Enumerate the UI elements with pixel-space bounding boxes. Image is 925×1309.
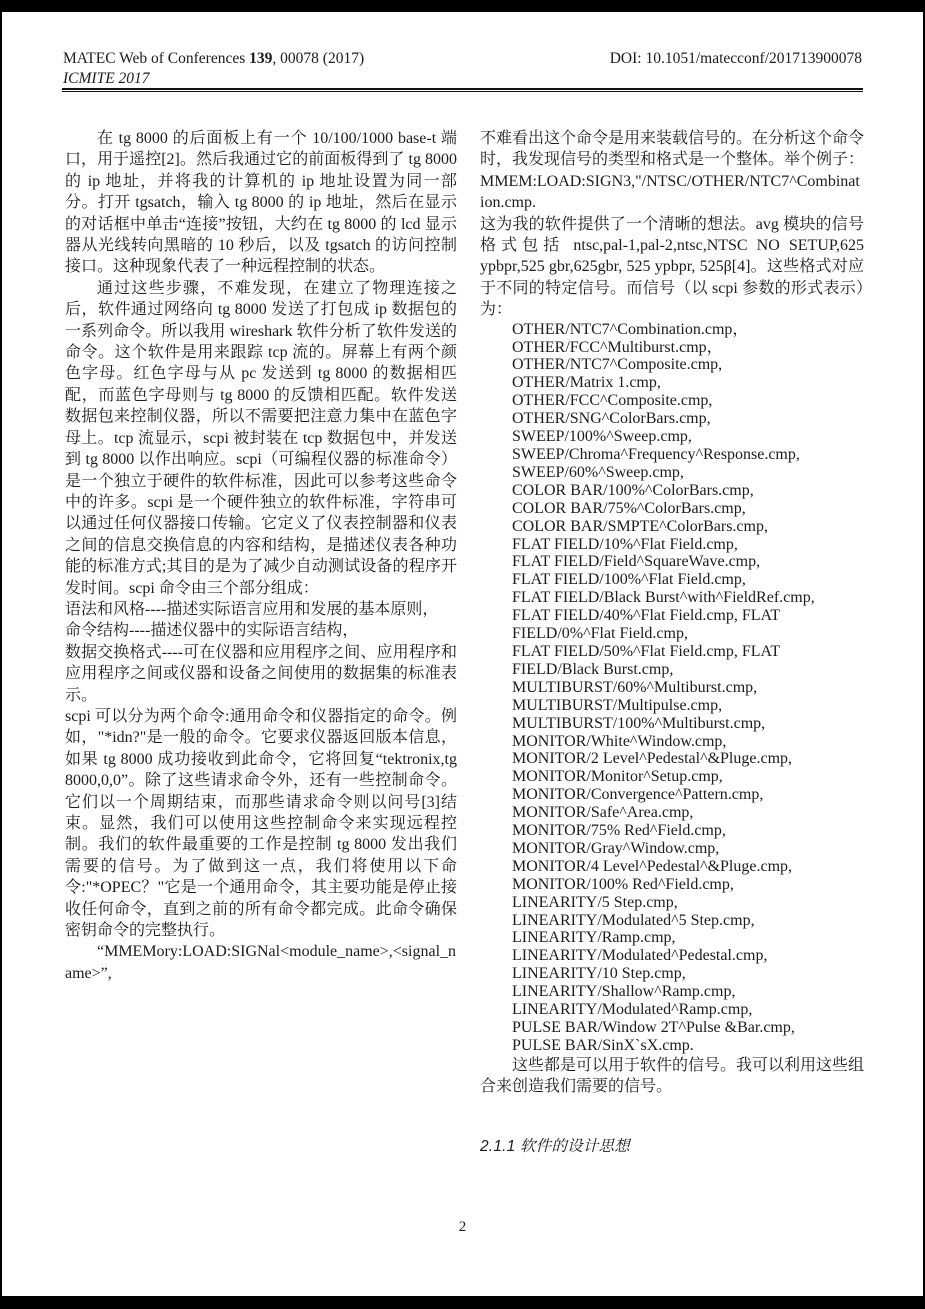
signal-line: FIELD/Black Burst.cmp, <box>512 660 674 678</box>
signal-line: COLOR BAR/SMPTE^ColorBars.cmp, <box>512 517 768 535</box>
signal-line: MONITOR/75% Red^Field.cmp, <box>512 822 726 840</box>
header-rule <box>62 88 863 92</box>
signal-line: LINEARITY/Ramp.cmp, <box>512 929 676 947</box>
paragraph: scpi 可以分为两个命令:通用命令和仪器指定的命令。例如，"*idn?"是一般的命令。它要求仪器返回版本信息，如果 tg 8000 成功接收到此命令，它将回复“tektronix,tg 8000,0,0”。除了这些请求命令外，还有一些控制命令。它们以一个周期结束，而那些请求命令则以问号[3]结束。显然，我们可以使用这些控制命令来实现远程控制。我们的软件最重要的工作是控制 tg 8000 发出我们需要的信号。为了做到这一点，我们将使用以下命令:"*OPEC？"它是一个通用命令，其主要功能是停止接收任何命令，直到之前的所有命令都完成。此命令确保密钥命令的完整执行。 <box>65 707 457 940</box>
command-example-line: MMEM:LOAD:SIGN3,"/NTSC/OTHER/NTC7^Combination.cmp. <box>480 172 860 212</box>
signal-line: SWEEP/100%^Sweep.cmp, <box>512 428 692 446</box>
signal-line: FLAT FIELD/40%^Flat Field.cmp, FLAT <box>512 607 781 625</box>
paragraph: 通过这些步骤，不难发现，在建立了物理连接之后，软件通过网络向 tg 8000 发送了打包成 ip 数据包的一系列命令。所以我用 wireshark 软件分析了软件发送的命令。这个软件是用来跟踪 tcp 流的。屏幕上有两个颜色字母。红色字母与从 pc 发送到 tg 8000 的数据相匹配，而蓝色字母则与 tg 8000 的反馈相匹配。软件发送数据包来控制仪器，所以不需要把注意力集中在蓝色字母上。tcp 流显示，scpi 被封装在 tcp 数据包中，并发送到 tg 8000 以作出响应。scpi（可编程仪器的标准命令）是一个独立于硬件的软件标准，因此可以参考这些命令中的许多。scpi 是一个硬件独立的软件标准，字符串可以通过任何仪器接口传输。它定义了仪表控制器和仪表之间的信息交换信息的内容和结构，是描述仪表各种功能的标准方式;其目的是为了减少自动测试设备的程序开发时间。scpi 命令由三个部分组成： <box>65 279 457 597</box>
signal-line: MULTIBURST/100%^Multiburst.cmp, <box>512 714 766 732</box>
signal-line: SWEEP/60%^Sweep.cmp, <box>512 463 684 481</box>
signal-line: FLAT FIELD/Field^SquareWave.cmp, <box>512 553 761 571</box>
signal-line: SWEEP/Chroma^Frequency^Response.cmp, <box>512 446 800 463</box>
signal-line: FLAT FIELD/50%^Flat Field.cmp, FLAT <box>512 642 781 660</box>
body-columns <box>65 128 864 1156</box>
signal-line: OTHER/NTC7^Composite.cmp, <box>512 356 723 374</box>
paragraph: 不难看出这个命令是用来装载信号的。在分析这个命令时，我发现信号的类型和格式是一个整体。举个例子： <box>480 130 865 169</box>
signal-line: COLOR BAR/75%^ColorBars.cmp, <box>512 499 746 517</box>
signal-line: OTHER/SNG^ColorBars.cmp, <box>512 410 711 428</box>
signal-line: FLAT FIELD/100%^Flat Field.cmp, <box>512 571 746 589</box>
signal-line: LINEARITY/Shallow^Ramp.cmp, <box>512 983 736 1001</box>
signal-line: COLOR BAR/100%^ColorBars.cmp, <box>512 481 754 499</box>
conference-name: ICMITE 2017 <box>63 70 150 87</box>
signal-line: OTHER/Matrix 1.cmp, <box>512 374 661 392</box>
signal-line: LINEARITY/Modulated^Ramp.cmp, <box>512 1001 753 1019</box>
paper-page <box>2 12 923 1296</box>
section-heading: 2.1.1 软件的设计思想 <box>480 1137 630 1155</box>
signal-line: MULTIBURST/60%^Multiburst.cmp, <box>512 678 758 696</box>
definition-line: 命令结构----描述仪器中的实际语言结构， <box>65 622 359 640</box>
signal-line: MONITOR/100% Red^Field.cmp, <box>512 875 734 893</box>
signal-list <box>480 321 864 1055</box>
signal-line: OTHER/FCC^Composite.cmp, <box>512 392 713 410</box>
paragraph: 这些都是可以用于软件的信号。我可以利用这些组合来创造我们需要的信号。 <box>480 1056 865 1096</box>
signal-line: LINEARITY/Modulated^5 Step.cmp, <box>512 911 755 929</box>
page-header <box>63 50 862 88</box>
signal-line: MONITOR/White^Window.cmp, <box>512 732 727 750</box>
signal-line: LINEARITY/Modulated^Pedestal.cmp, <box>512 947 768 965</box>
definition-line: 语法和风格----描述实际语言应用和发展的基本原则， <box>65 600 439 618</box>
signal-line: OTHER/NTC7^Combination.cmp， <box>512 320 749 338</box>
signal-line: OTHER/FCC^Multiburst.cmp， <box>512 338 723 356</box>
signal-line: MONITOR/4 Level^Pedestal^&Pluge.cmp, <box>512 857 793 875</box>
signal-line: MONITOR/Monitor^Setup.cmp, <box>512 768 723 786</box>
signal-line: MONITOR/Safe^Area.cmp, <box>512 804 694 822</box>
journal-volume: 139 <box>249 50 273 67</box>
paragraph: 在 tg 8000 的后面板上有一个 10/100/1000 base-t 端口，用于遥控[2]。然后我通过它的前面板得到了 tg 8000 的 ip 地址，并将我的计算机的 ip 地址设置为同一部分。打开 tgsatch，输入 tg 8000 的 ip 地址，然后在显示的对话框中单击“连接”按钮，大约在 tg 8000 的 lcd 显示器从光线转向黑暗的 10 秒后，以及 tgsatch 的访问控制接口。这种现象代表了一种远程控制的状态。 <box>65 130 457 276</box>
left-column <box>65 128 457 1156</box>
signal-line: MONITOR/2 Level^Pedestal^&Pluge.cmp, <box>512 750 793 768</box>
signal-line: LINEARITY/10 Step.cmp, <box>512 965 686 983</box>
page-number: 2 <box>458 1219 467 1235</box>
right-column <box>480 128 864 1156</box>
definition-line: 数据交换格式----可在仪器和应用程序之间、应用程序和应用程序之间或仪器和设备之间使用的数据集的标准表示。 <box>65 643 457 704</box>
signal-line: PULSE BAR/Window 2T^Pulse &Bar.cmp, <box>512 1019 795 1036</box>
signal-line: PULSE BAR/SinX`sX.cmp. <box>512 1036 694 1054</box>
journal-reference: MATEC Web of Conferences 139, 00078 (2017) <box>63 50 365 67</box>
signal-line: MONITOR/Convergence^Pattern.cmp, <box>512 786 764 804</box>
signal-line: MULTIBURST/Multipulse.cmp, <box>512 696 723 714</box>
signal-line: LINEARITY/5 Step.cmp, <box>512 893 678 911</box>
paragraph: 这为我的软件提供了一个清晰的想法。avg 模块的信号格式包括 ntsc,pal-1,pal-2,ntsc,NTSC NO SETUP,625 ypbpr,525 gbr,625gbr, 525 ypbpr, 525β[4]。这些格式对应于不同的特定信号。而信号（以 scpi 参数的形式表示）为： <box>480 215 864 319</box>
doi-text: DOI: 10.1051/matecconf/201713900078 <box>609 50 862 67</box>
signal-line: MONITOR/Gray^Window.cmp, <box>512 839 720 857</box>
signal-line: FLAT FIELD/Black Burst^with^FieldRef.cmp, <box>512 589 815 607</box>
signal-line: FIELD/0%^Flat Field.cmp, <box>512 625 688 643</box>
signal-line: FLAT FIELD/10%^Flat Field.cmp, <box>512 535 738 553</box>
scpi-command-line: “MMEMory:LOAD:SIGNal<module_name>,<signal_name>”, <box>65 943 457 982</box>
definition-lines <box>65 599 457 706</box>
